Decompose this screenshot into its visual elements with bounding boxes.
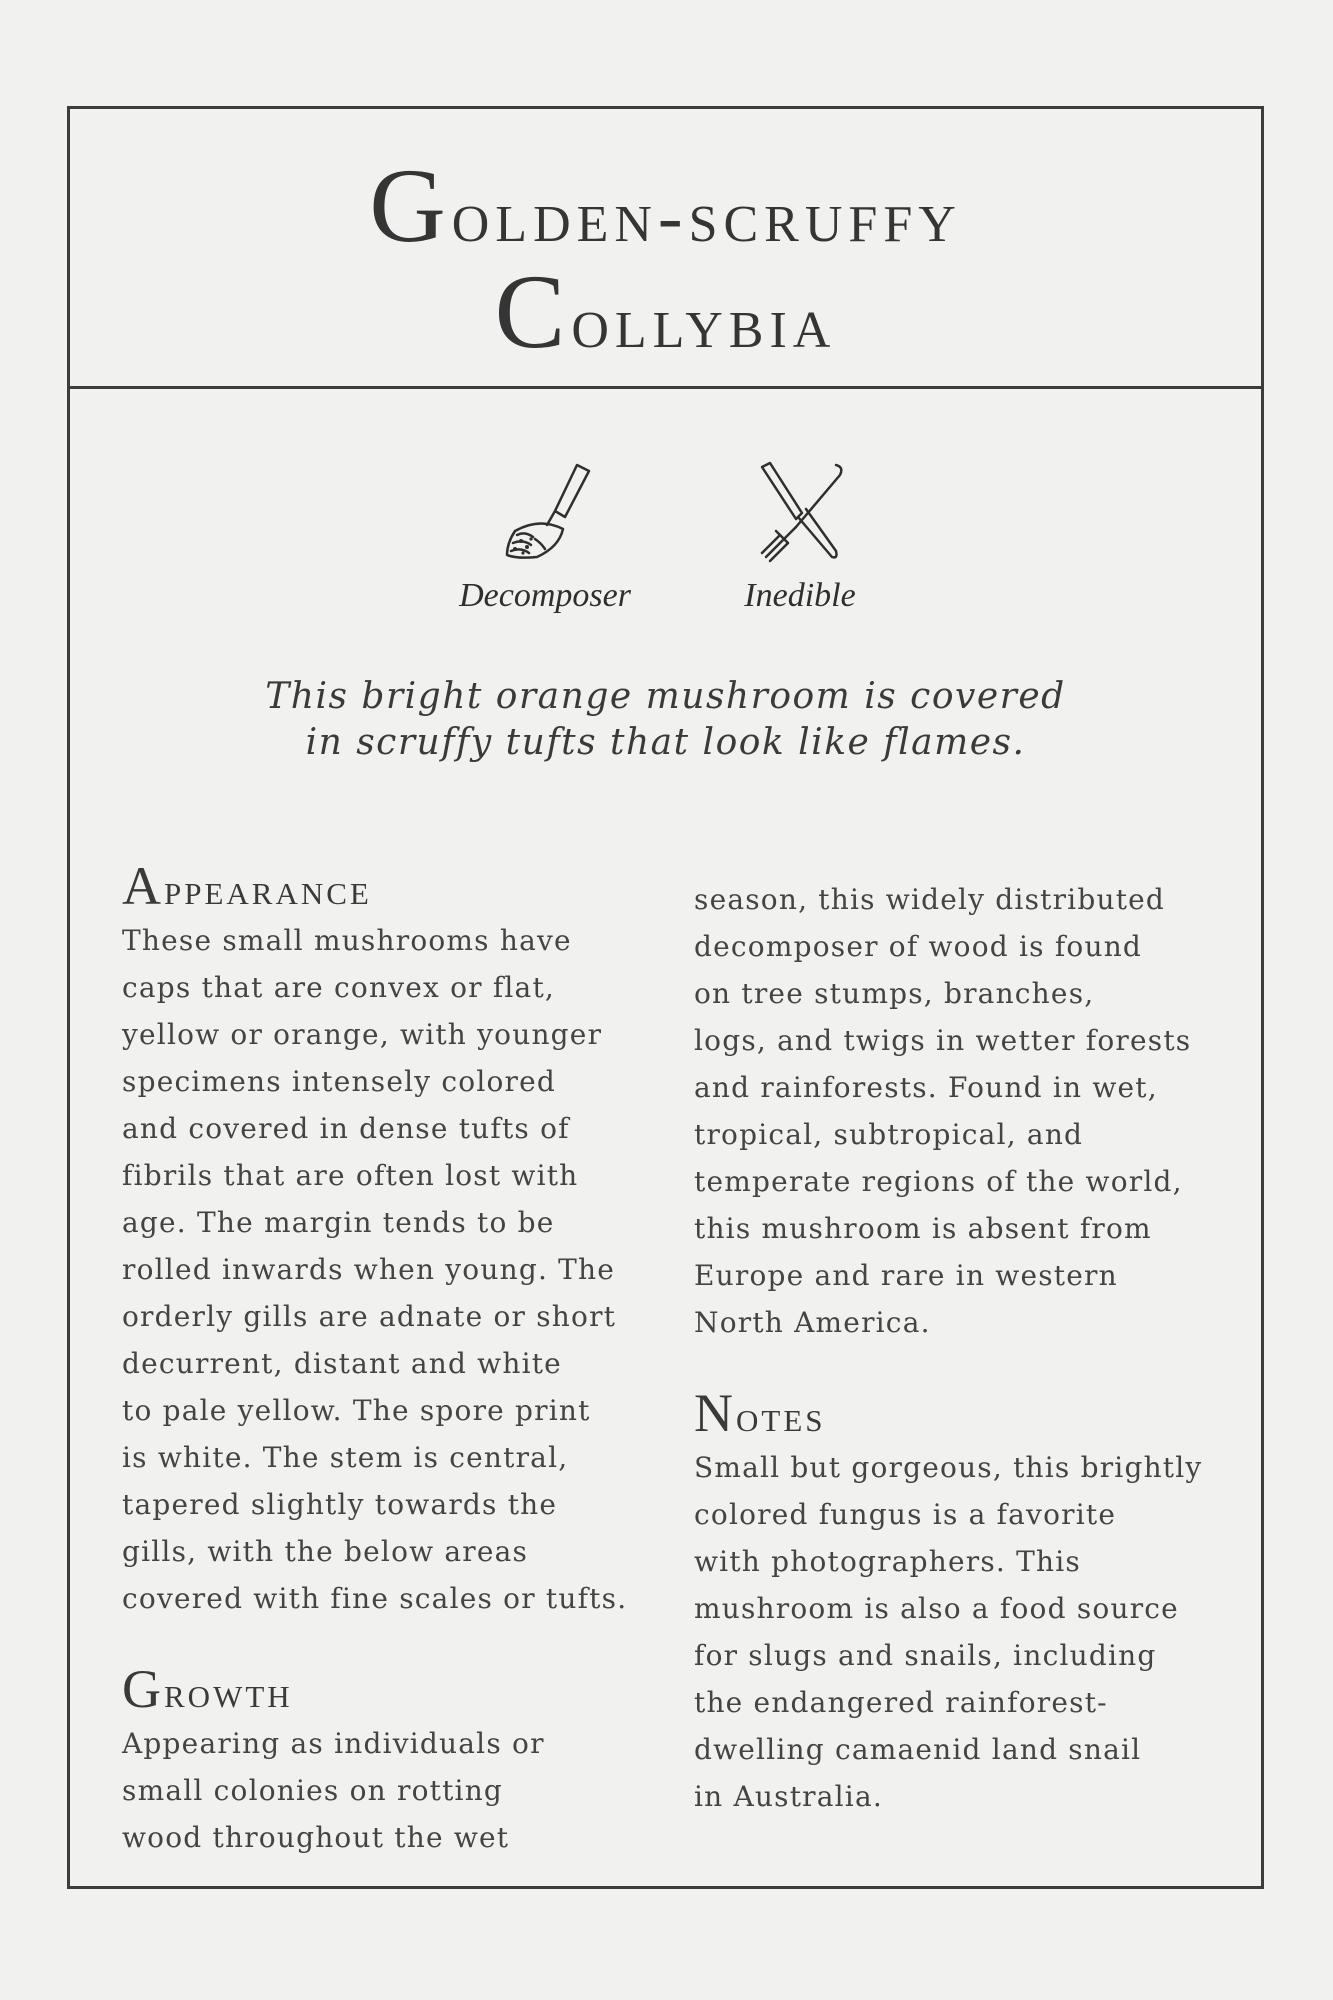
text-line: to pale yellow. The spore print — [122, 1394, 591, 1427]
text-line: and rainforests. Found in wet, — [694, 1071, 1158, 1104]
notes-paragraph — [694, 1444, 1234, 1820]
text-line: with photographers. This — [694, 1545, 1081, 1578]
badge-row — [70, 459, 1261, 659]
text-line: decurrent, distant and white — [122, 1347, 562, 1380]
text-line: is white. The stem is central, — [122, 1441, 569, 1474]
text-line: logs, and twigs in wetter forests — [694, 1024, 1192, 1057]
badge-decomposer — [435, 459, 655, 615]
text-line: wood throughout the wet — [122, 1821, 510, 1854]
page-title-line-1: Golden-scruffy — [369, 147, 962, 264]
badge-inedible — [690, 459, 910, 615]
growth-paragraph — [122, 1720, 662, 1861]
section-heading-appearance: Appearance — [122, 856, 372, 916]
tagline-line: in scruffy tufts that look like flames. — [305, 722, 1026, 763]
badge-label: Decomposer — [459, 577, 631, 614]
text-line: yellow or orange, with younger — [122, 1018, 603, 1051]
text-line: Small but gorgeous, this brightly — [694, 1451, 1203, 1484]
text-line: age. The margin tends to be — [122, 1206, 555, 1239]
tagline — [70, 674, 1261, 766]
text-line: caps that are convex or flat, — [122, 971, 556, 1004]
text-line: in Australia. — [694, 1780, 883, 1813]
text-line: and covered in dense tufts of — [122, 1112, 570, 1145]
text-line: gills, with the below areas — [122, 1535, 529, 1568]
section-heading-growth: Growth — [122, 1659, 293, 1719]
section-spacer — [694, 1346, 1234, 1386]
tagline-line: This bright orange mushroom is covered — [265, 676, 1066, 717]
page-title-line-2: Collybia — [494, 253, 837, 370]
text-line: rolled inwards when young. The — [122, 1253, 616, 1286]
text-line: mushroom is also a food source — [694, 1592, 1179, 1625]
text-line: this mushroom is absent from — [694, 1212, 1152, 1245]
text-line: Europe and rare in western — [694, 1259, 1118, 1292]
right-column — [694, 876, 1234, 1820]
text-line: dwelling camaenid land snail — [694, 1733, 1142, 1766]
text-line: fibrils that are often lost with — [122, 1159, 579, 1192]
text-line: specimens intensely colored — [122, 1065, 557, 1098]
text-line: colored fungus is a favorite — [694, 1498, 1117, 1531]
text-line: for slugs and snails, including — [694, 1639, 1157, 1672]
section-heading-notes: Notes — [694, 1383, 826, 1443]
field-guide-card — [67, 106, 1264, 1889]
text-line: tropical, subtropical, and — [694, 1118, 1084, 1151]
badge-label: Inedible — [744, 577, 856, 614]
text-line: North America. — [694, 1306, 931, 1339]
text-line: season, this widely distributed — [694, 883, 1166, 916]
text-line: These small mushrooms have — [122, 924, 572, 957]
text-line: small colonies on rotting — [122, 1774, 504, 1807]
title-panel — [70, 109, 1261, 389]
growth-paragraph-continued — [694, 876, 1234, 1346]
text-line: decomposer of wood is found — [694, 930, 1143, 963]
trowel-icon — [485, 459, 605, 569]
text-line: tapered slightly towards the — [122, 1488, 558, 1521]
text-line: covered with fine scales or tufts. — [122, 1582, 628, 1615]
text-line: orderly gills are adnate or short — [122, 1300, 617, 1333]
text-line: Appearing as individuals or — [122, 1727, 545, 1760]
text-line: temperate regions of the world, — [694, 1165, 1183, 1198]
left-column — [122, 856, 662, 1861]
crossed-knife-fork-icon — [740, 459, 860, 569]
section-spacer — [122, 1622, 662, 1662]
text-line: the endangered rainforest- — [694, 1686, 1108, 1719]
text-line: on tree stumps, branches, — [694, 977, 1095, 1010]
appearance-paragraph — [122, 917, 662, 1622]
